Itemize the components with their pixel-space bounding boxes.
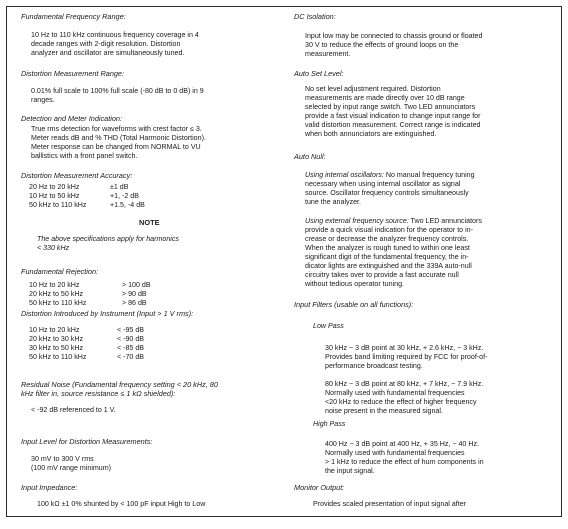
rejection-range: 50 kHz to 110 kHz <box>29 299 87 307</box>
monitor-output-line: Provides scaled presentation of input signal after <box>313 500 467 508</box>
dc-isolation-line: 30 V to reduce the effects of ground loops on the <box>305 41 459 49</box>
internal-osc-line: source. Oscillator frequency controls simultaneously <box>305 189 469 197</box>
dc-isolation-heading: DC Isolation: <box>294 12 336 21</box>
instrument-values <box>117 326 144 362</box>
detection-heading: Detection and Meter Indication: <box>21 114 122 123</box>
rejection-values <box>122 281 151 308</box>
rejection-value: > 86 dB <box>122 299 147 307</box>
detection-line: Meter reads dB and % THD (Total Harmonic Distortion). <box>31 134 206 142</box>
dc-isolation-line: measurement. <box>305 50 351 58</box>
rejection-heading: Fundamental Rejection: <box>21 267 99 276</box>
dc-isolation-line: Input low may be connected to chassis ground or floated <box>305 32 483 40</box>
instrument-range: 30 kHz to 50 kHz <box>29 344 84 352</box>
instrument-range: 50 kHz to 110 kHz <box>29 353 87 361</box>
auto-set-line: selected by input range switch. Two LED annunciators <box>305 103 476 111</box>
low-pass-80k-line: 80 kHz − 3 dB point at 80 kHz, + 7 kHz, − 7.9 kHz. <box>325 380 484 388</box>
distortion-range-line: ranges. <box>31 96 55 104</box>
accuracy-heading: Distortion Measurement Accuracy: <box>21 171 133 180</box>
residual-noise-line: < -92 dB referenced to 1 V. <box>31 406 116 414</box>
fundamental-range-line: decade ranges with 2-digit resolution. Distortion <box>31 40 181 48</box>
auto-null-heading: Auto Null: <box>294 152 326 161</box>
residual-noise-heading: Residual Noise (Fundamental frequency setting < 20 kHz, 80 <box>21 380 218 389</box>
accuracy-range: 20 Hz to 20 kHz <box>29 183 80 191</box>
instrument-range: 20 kHz to 30 kHz <box>29 335 84 343</box>
input-level-line: (100 mV range minimum) <box>31 464 112 472</box>
instrument-value: < -90 dB <box>117 335 145 343</box>
low-pass-80k-line: <20 kHz to reduce the effect of higher frequency <box>325 398 477 406</box>
monitor-output-heading: Monitor Output: <box>294 483 345 492</box>
rejection-range: 20 kHz to 50 kHz <box>29 290 84 298</box>
detection-line: True rms detection for waveforms with crest factor ≤ 3. <box>31 125 202 133</box>
input-level-heading: Input Level for Distortion Measurements: <box>21 437 153 446</box>
impedance-heading: Input Impedance: <box>21 483 78 492</box>
spec-page <box>6 6 562 517</box>
input-level-line: 30 mV to 300 V rms <box>31 455 94 463</box>
external-source-line: significant digit of the fundamental frequency, the in- <box>305 253 469 261</box>
input-filters-heading: Input Filters (usable on all functions): <box>294 300 414 309</box>
external-source-line: circuitry takes over to provide a fast accurate null <box>305 271 459 279</box>
high-pass-line: the input signal. <box>325 467 375 475</box>
accuracy-range: 50 kHz to 110 kHz <box>29 201 87 209</box>
auto-set-heading: Auto Set Level: <box>294 69 344 78</box>
impedance-line: 100 kΩ ±1 0% shunted by < 100 pF input High to Low <box>37 500 206 508</box>
high-pass-title: High Pass <box>313 420 346 428</box>
external-source-text: Two LED annunciators <box>408 217 482 225</box>
external-source-line <box>305 217 482 226</box>
rejection-value: > 90 dB <box>122 290 147 298</box>
instrument-value: < -95 dB <box>117 326 145 334</box>
external-source-line: without tedious operator tuning. <box>305 280 404 288</box>
internal-osc-label: Using internal oscillators: <box>305 171 384 179</box>
instrument-ranges <box>29 326 86 362</box>
external-source-line: dicator lights are extinguished and the 339A auto-null <box>305 262 472 270</box>
distortion-range-heading: Distortion Measurement Range: <box>21 69 125 78</box>
instrument-range: 10 Hz to 20 kHz <box>29 326 80 334</box>
external-source-line: When the analyzer is rough tuned to within one least <box>305 244 470 252</box>
residual-noise-heading: kHz filter in, source resistance ≤ 1 kΩ shielded): <box>21 389 176 398</box>
auto-set-line: provide a fast visual indication to change input range for <box>305 112 481 120</box>
external-source-line: crease or decrease the analyzer frequency controls. <box>305 235 469 243</box>
accuracy-value: +1, -2 dB <box>110 192 139 200</box>
low-pass-30k-line: 30 kHz − 3 dB point at 30 kHz, + 2.6 kHz, − 3 kHz. <box>325 344 484 352</box>
rejection-value: > 100 dB <box>122 281 151 289</box>
internal-osc-text: No manual frequency tuning <box>383 171 475 179</box>
auto-set-line: valid distortion measurement. Correct range is indicated <box>305 121 481 129</box>
fundamental-range-line: analyzer and oscillator are simultaneously tuned. <box>31 49 185 57</box>
low-pass-30k-line: Provides band limiting required by FCC for proof-of- <box>325 353 488 361</box>
detection-line: ballistics with a front panel switch. <box>31 152 138 160</box>
internal-osc-line: tune the analyzer. <box>305 198 362 206</box>
note-line: < 330 kHz <box>37 244 70 252</box>
internal-osc-line: necessary when using internal oscillator as signal <box>305 180 461 188</box>
accuracy-value: ±1 dB <box>110 183 129 191</box>
high-pass-line: 400 Hz − 3 dB point at 400 Hz, + 35 Hz, − 40 Hz. <box>325 440 479 448</box>
external-source-line: provide a quick visual indication for the operator to in- <box>305 226 473 234</box>
note-line: The above specifications apply for harmonics <box>37 235 179 243</box>
rejection-ranges <box>29 281 86 308</box>
low-pass-80k-line: Normally used with fundamental frequencies <box>325 389 465 397</box>
internal-osc-line <box>305 171 475 180</box>
accuracy-ranges <box>29 183 86 210</box>
auto-set-line: measurements are made directly over 10 dB range <box>305 94 465 102</box>
high-pass-line: Normally used with fundamental frequencies <box>325 449 465 457</box>
fundamental-range-line: 10 Hz to 110 kHz continuous frequency coverage in 4 <box>31 31 199 39</box>
accuracy-value: +1.5, -4 dB <box>110 201 145 209</box>
detection-line: Meter response can be changed from NORMAL to VU <box>31 143 201 151</box>
instrument-distortion-heading: Distortion Introduced by Instrument (Input > 1 V rms): <box>21 309 194 318</box>
low-pass-80k-line: noise present in the measured signal. <box>325 407 443 415</box>
external-source-label: Using external frequency source: <box>305 217 409 225</box>
low-pass-30k-line: performance broadcast testing. <box>325 362 423 370</box>
low-pass-title: Low Pass <box>313 322 344 330</box>
rejection-range: 10 Hz to 20 kHz <box>29 281 80 289</box>
instrument-value: < -70 dB <box>117 353 145 361</box>
accuracy-range: 10 Hz to 50 kHz <box>29 192 80 200</box>
high-pass-line: > 1 kHz to reduce the effect of hum components in <box>325 458 484 466</box>
accuracy-values <box>110 183 145 210</box>
distortion-range-line: 0.01% full scale to 100% full scale (-80 dB to 0 dB) in 9 <box>31 87 204 95</box>
auto-set-line: No set level adjustment required. Distortion <box>305 85 441 93</box>
fundamental-range-heading: Fundamental Frequency Range: <box>21 12 126 21</box>
instrument-value: < -85 dB <box>117 344 145 352</box>
auto-set-line: when both annunciators are extinguished. <box>305 130 437 138</box>
note-title: NOTE <box>139 218 160 227</box>
